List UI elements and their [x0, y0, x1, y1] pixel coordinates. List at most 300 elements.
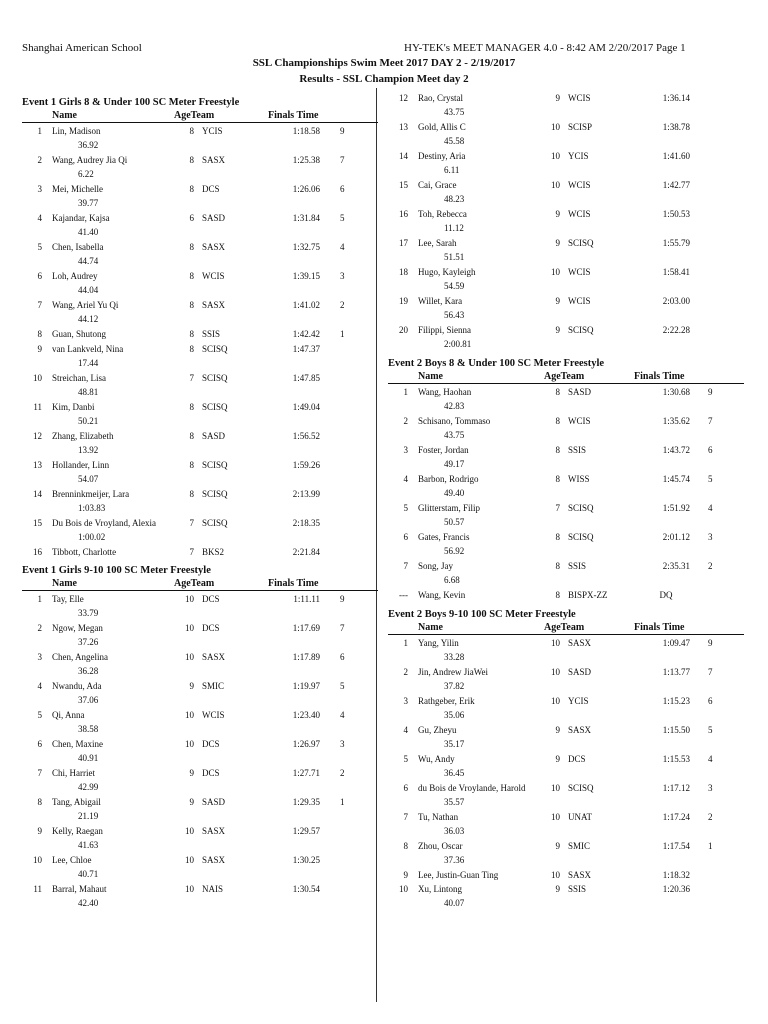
result-place: 7 — [403, 561, 408, 571]
finals-time: 1:15.50 — [662, 724, 690, 735]
swimmer-age: 8 — [189, 242, 194, 252]
swimmer-age: 10 — [551, 180, 560, 190]
team-code: SASX — [568, 869, 592, 880]
swimmer-age: 9 — [555, 93, 560, 103]
result-row — [388, 587, 744, 602]
team-code: SCISQ — [202, 517, 228, 528]
swimmer-age: 10 — [185, 623, 194, 633]
result-row — [22, 239, 378, 268]
team-code: DCS — [568, 753, 586, 764]
split-time: 36.45 — [444, 767, 465, 778]
result-place: 14 — [33, 488, 42, 499]
split-time: 37.36 — [444, 854, 465, 865]
swimmer-name: Cai, Grace — [418, 180, 457, 190]
result-row — [22, 620, 378, 649]
points: 7 — [340, 623, 345, 633]
result-place: 7 — [37, 300, 42, 310]
team-code: YCIS — [202, 126, 223, 136]
swimmer-name: Loh, Audrey — [52, 271, 98, 281]
finals-time: 1:32.75 — [292, 242, 320, 252]
finals-time: 1:43.72 — [662, 445, 690, 455]
finals-time: 2:21.84 — [292, 546, 320, 557]
swimmer-name: Kajandar, Kajsa — [52, 213, 110, 223]
result-row — [388, 838, 744, 867]
result-row — [388, 751, 744, 780]
swimmer-name: Glitterstam, Filip — [418, 503, 480, 513]
result-place: 1 — [37, 126, 42, 136]
col-name-header: Name — [418, 371, 443, 382]
points: 4 — [340, 710, 345, 720]
swimmer-name: Chen, Maxine — [52, 739, 103, 749]
result-row — [388, 500, 744, 529]
event-results — [388, 635, 744, 911]
result-place: 9 — [37, 826, 42, 836]
result-row — [22, 794, 378, 823]
swimmer-age: 10 — [551, 122, 560, 132]
finals-time: 1:20.36 — [662, 884, 690, 894]
team-code: BKS2 — [202, 546, 225, 557]
result-place: 14 — [399, 151, 408, 161]
result-row — [22, 852, 378, 881]
team-code: SASX — [568, 724, 592, 735]
split-time: 45.58 — [444, 136, 465, 146]
points: 7 — [708, 416, 713, 426]
event-title: Event 2 Boys 9-10 100 SC Meter Freestyle — [388, 608, 576, 620]
points: 9 — [340, 126, 345, 136]
swimmer-age: 7 — [189, 517, 194, 528]
finals-time: 1:58.41 — [662, 267, 690, 277]
swimmer-age: 10 — [551, 695, 560, 706]
col-ageteam-header: AgeTeam — [544, 621, 585, 633]
points: 1 — [340, 329, 345, 339]
split-time: 36.92 — [78, 140, 99, 150]
result-place: 6 — [37, 271, 42, 281]
swimmer-age: 8 — [189, 430, 194, 441]
result-place: 6 — [403, 532, 408, 542]
swimmer-name: Streichan, Lisa — [52, 372, 106, 383]
split-time: 44.12 — [78, 314, 99, 324]
finals-time: 1:59.26 — [292, 459, 320, 470]
event-title: Event 1 Girls 8 & Under 100 SC Meter Freestyle — [22, 97, 240, 108]
team-code: SSIS — [568, 445, 587, 455]
result-place: 11 — [33, 884, 42, 894]
swimmer-name: Tibbott, Charlotte — [52, 546, 117, 557]
split-time: 35.57 — [444, 796, 465, 807]
result-place: 5 — [37, 242, 42, 252]
col-time-header: Finals Time — [634, 621, 685, 633]
result-row — [22, 591, 378, 620]
swimmer-name: Wang, Ariel Yu Qi — [52, 300, 119, 310]
meet-title: SSL Championships Swim Meet 2017 DAY 2 - 2/19/2017 — [252, 57, 516, 69]
points: 5 — [340, 681, 345, 691]
result-place: 2 — [37, 155, 42, 165]
swimmer-name: Barral, Mahaut — [52, 884, 107, 894]
split-time: 6.68 — [444, 575, 460, 585]
split-time: 37.26 — [78, 637, 99, 647]
split-time: 2:00.81 — [444, 339, 472, 349]
swimmer-name: Mei, Michelle — [52, 184, 103, 194]
result-place: 4 — [37, 681, 42, 691]
swimmer-name: Yang, Yilin — [418, 637, 459, 648]
swimmer-name: Toh, Rebecca — [418, 209, 467, 219]
team-code: SCISQ — [202, 401, 228, 412]
result-place: 5 — [37, 710, 42, 720]
team-code: SASX — [202, 652, 226, 662]
finals-time: 1:15.23 — [662, 695, 690, 706]
result-row — [22, 515, 378, 544]
points: 3 — [708, 532, 713, 542]
swimmer-name: Tang, Abigail — [52, 797, 101, 807]
result-row — [388, 529, 744, 558]
points: 4 — [340, 242, 345, 252]
finals-time: 1:09.47 — [662, 637, 690, 648]
team-code: SSIS — [202, 329, 221, 339]
points: 1 — [708, 840, 713, 851]
split-time: 6.22 — [78, 169, 94, 179]
result-place: 20 — [399, 325, 408, 335]
team-code: SCISP — [568, 122, 593, 132]
result-row — [388, 635, 744, 664]
result-place: 2 — [403, 416, 408, 426]
swimmer-age: 10 — [551, 782, 560, 793]
split-time: 33.28 — [444, 651, 465, 662]
col-ageteam-header: AgeTeam — [174, 110, 215, 121]
event-results — [22, 591, 378, 910]
result-place: --- — [399, 590, 408, 600]
split-time: 39.77 — [78, 198, 99, 208]
points: 2 — [340, 768, 345, 778]
points: 3 — [340, 271, 345, 281]
swimmer-name: Tay, Elle — [52, 594, 84, 604]
swimmer-name: Barbon, Rodrigo — [418, 474, 479, 484]
result-place: 11 — [33, 401, 42, 412]
finals-time: 1:42.77 — [662, 180, 690, 190]
swimmer-age: 8 — [189, 300, 194, 310]
swimmer-name: Ngow, Megan — [52, 623, 103, 633]
finals-time: 1:39.15 — [292, 271, 320, 281]
points: 9 — [708, 637, 713, 648]
team-code: WCIS — [568, 180, 591, 190]
team-code: BISPX-ZZ — [568, 590, 608, 600]
finals-time: 1:18.58 — [292, 126, 320, 136]
swimmer-age: 8 — [555, 561, 560, 571]
result-row — [388, 881, 744, 910]
swimmer-name: Kim, Danbi — [52, 401, 95, 412]
swimmer-age: 10 — [551, 811, 560, 822]
result-row — [22, 707, 378, 736]
split-time: 43.75 — [444, 107, 465, 117]
finals-time: 2:35.31 — [662, 561, 690, 571]
swimmer-age: 10 — [185, 826, 194, 836]
team-code: WCIS — [202, 710, 225, 720]
swimmer-name: Song, Jay — [418, 561, 454, 571]
swimmer-name: Wang, Kevin — [418, 590, 466, 600]
swimmer-age: 8 — [189, 271, 194, 281]
result-place: 5 — [403, 503, 408, 513]
finals-time: 2:01.12 — [662, 532, 690, 542]
swimmer-age: 9 — [555, 238, 560, 248]
split-time: 56.43 — [444, 310, 465, 320]
split-time: 41.40 — [78, 227, 99, 237]
finals-time: 1:45.74 — [662, 474, 690, 484]
swimmer-age: 7 — [555, 503, 560, 513]
swimmer-name: Filippi, Sienna — [418, 325, 472, 335]
team-code: SCISQ — [568, 503, 594, 513]
swimmer-name: Rathgeber, Erik — [418, 695, 475, 706]
result-place: 4 — [37, 213, 42, 223]
result-place: 8 — [37, 797, 42, 807]
team-code: YCIS — [568, 151, 589, 161]
result-place: 15 — [33, 517, 42, 528]
result-row — [22, 341, 378, 370]
event-title: Event 1 Girls 9-10 100 SC Meter Freestyle — [22, 565, 211, 576]
result-row — [388, 780, 744, 809]
result-row — [388, 722, 744, 751]
team-code: SCISQ — [568, 325, 594, 335]
finals-time: 1:41.60 — [662, 151, 690, 161]
finals-time: 1:11.11 — [293, 594, 320, 604]
result-place: 3 — [37, 652, 42, 662]
swimmer-age: 6 — [189, 213, 194, 223]
result-row — [388, 442, 744, 471]
result-row — [388, 322, 744, 351]
finals-time: 1:47.37 — [292, 343, 320, 354]
finals-time: 1:50.53 — [662, 209, 690, 219]
team-code: WCIS — [202, 271, 225, 281]
result-place: 12 — [399, 93, 408, 103]
finals-time: 1:30.68 — [662, 387, 690, 397]
col-time-header: Finals Time — [268, 578, 319, 589]
split-time: 11.12 — [444, 223, 464, 233]
swimmer-name: Brenninkmeijer, Lara — [52, 488, 130, 499]
swimmer-name: Wang, Audrey Jia Qi — [52, 155, 128, 165]
team-code: SCISQ — [568, 532, 594, 542]
team-code: WCIS — [568, 209, 591, 219]
swimmer-name: Zhou, Oscar — [418, 840, 463, 851]
finals-time: 1:55.79 — [662, 238, 690, 248]
team-code: SASX — [568, 637, 592, 648]
finals-time: 1:29.35 — [292, 797, 320, 807]
split-time: 51.51 — [444, 252, 465, 262]
col-name-header: Name — [52, 110, 77, 121]
swimmer-age: 10 — [185, 855, 194, 865]
swimmer-name: Lin, Madison — [52, 126, 101, 136]
finals-time: 1:49.04 — [292, 401, 320, 412]
points: 6 — [340, 184, 345, 194]
swimmer-age: 10 — [185, 739, 194, 749]
team-code: SASD — [568, 387, 592, 397]
result-row — [22, 428, 378, 457]
points: 5 — [708, 724, 713, 735]
points: 4 — [708, 753, 713, 764]
swimmer-name: Gates, Francis — [418, 532, 470, 542]
finals-time: 1:13.77 — [662, 666, 690, 677]
finals-time: 1:35.62 — [662, 416, 690, 426]
swimmer-name: Destiny, Aria — [418, 151, 466, 161]
split-time: 41.63 — [78, 840, 99, 850]
result-place: 1 — [403, 637, 408, 648]
swimmer-name: Gu, Zheyu — [418, 724, 457, 735]
swimmer-age: 8 — [189, 343, 194, 354]
split-time: 44.74 — [78, 256, 99, 266]
swimmer-name: Nwandu, Ada — [52, 681, 102, 691]
swimmer-age: 8 — [189, 401, 194, 412]
result-place: 16 — [33, 546, 42, 557]
result-row — [22, 544, 378, 559]
finals-time: 1:26.06 — [292, 184, 320, 194]
swimmer-name: Chen, Angelina — [52, 652, 108, 662]
swimmer-age: 8 — [555, 532, 560, 542]
finals-time: 1:17.89 — [292, 652, 320, 662]
split-time: 36.03 — [444, 825, 465, 836]
result-place: 10 — [33, 372, 42, 383]
split-time: 54.07 — [78, 473, 99, 484]
split-time: 50.57 — [444, 517, 465, 527]
points: 3 — [340, 739, 345, 749]
points: 6 — [708, 695, 713, 706]
result-place: 12 — [33, 430, 42, 441]
swimmer-age: 9 — [189, 681, 194, 691]
swimmer-name: Qi, Anna — [52, 710, 85, 720]
result-row — [388, 558, 744, 587]
split-time: 35.17 — [444, 738, 465, 749]
team-code: SSIS — [568, 561, 587, 571]
split-time: 1:03.83 — [78, 502, 106, 513]
swimmer-name: Guan, Shutong — [52, 329, 106, 339]
result-row — [22, 123, 378, 152]
col-ageteam-header: AgeTeam — [174, 578, 215, 589]
result-place: 15 — [399, 180, 408, 190]
col-name-header: Name — [418, 621, 443, 633]
swimmer-name: Zhang, Elizabeth — [52, 430, 114, 441]
swimmer-age: 10 — [551, 637, 560, 648]
swimmer-age: 8 — [189, 184, 194, 194]
swimmer-age: 9 — [189, 797, 194, 807]
results-title: Results - SSL Champion Meet day 2 — [299, 73, 469, 85]
result-place: 9 — [37, 343, 42, 354]
finals-time: 1:27.71 — [292, 768, 320, 778]
team-code: DCS — [202, 594, 220, 604]
team-code: SASX — [202, 300, 226, 310]
result-row — [22, 297, 378, 326]
result-row — [22, 268, 378, 297]
result-row — [388, 809, 744, 838]
team-code: WISS — [568, 474, 590, 484]
points: 9 — [340, 594, 345, 604]
swimmer-age: 10 — [551, 151, 560, 161]
team-code: NAIS — [202, 884, 224, 894]
split-time: 44.04 — [78, 285, 99, 295]
col-time-header: Finals Time — [634, 371, 685, 382]
finals-time: 1:47.85 — [292, 372, 320, 383]
swimmer-age: 8 — [189, 329, 194, 339]
split-time: 37.06 — [78, 695, 99, 705]
column-header — [22, 110, 378, 123]
finals-time: 1:17.54 — [662, 840, 690, 851]
right-column — [388, 90, 744, 910]
result-place: 4 — [403, 474, 408, 484]
finals-time: 1:25.38 — [292, 155, 320, 165]
result-place: 5 — [403, 753, 408, 764]
result-row — [388, 206, 744, 235]
team-code: WCIS — [568, 416, 591, 426]
team-code: DCS — [202, 768, 220, 778]
result-place: 6 — [37, 739, 42, 749]
result-row — [388, 90, 744, 119]
finals-time: DQ — [659, 590, 673, 600]
points: 2 — [340, 300, 345, 310]
team-code: SASX — [202, 242, 226, 252]
result-row — [22, 152, 378, 181]
split-time: 40.91 — [78, 753, 99, 763]
team-code: SASD — [202, 430, 226, 441]
finals-time: 1:19.97 — [292, 681, 320, 691]
result-place: 13 — [33, 459, 42, 470]
result-row — [388, 235, 744, 264]
finals-time: 1:18.32 — [662, 869, 690, 880]
col-time-header: Finals Time — [268, 110, 319, 121]
points: 7 — [708, 666, 713, 677]
team-code: SCISQ — [568, 238, 594, 248]
result-row — [388, 471, 744, 500]
team-code: SCISQ — [202, 372, 228, 383]
swimmer-age: 9 — [189, 768, 194, 778]
swimmer-name: Chen, Isabella — [52, 242, 104, 252]
finals-time: 1:30.54 — [292, 884, 320, 894]
event-title: Event 2 Boys 8 & Under 100 SC Meter Freestyle — [388, 358, 605, 369]
split-time: 40.71 — [78, 869, 99, 879]
team-code: YCIS — [568, 695, 589, 706]
team-code: SASD — [202, 797, 226, 807]
swimmer-age: 9 — [555, 753, 560, 764]
left-column — [22, 96, 378, 910]
swimmer-name: Schisano, Tommaso — [418, 416, 491, 426]
swimmer-name: Wu, Andy — [418, 753, 455, 764]
split-time: 36.28 — [78, 666, 99, 676]
team-code: SCISQ — [568, 782, 594, 793]
swimmer-name: Xu, Lintong — [418, 884, 462, 894]
finals-time: 1:51.92 — [662, 503, 690, 513]
team-code: SASX — [202, 155, 226, 165]
team-code: SCISQ — [202, 459, 228, 470]
event-results — [22, 123, 378, 558]
finals-time: 2:18.35 — [292, 517, 320, 528]
finals-time: 1:23.40 — [292, 710, 320, 720]
points: 5 — [340, 213, 345, 223]
result-place: 18 — [399, 267, 408, 277]
swimmer-age: 7 — [189, 546, 194, 557]
team-code: SASD — [568, 666, 592, 677]
split-time: 42.99 — [78, 782, 99, 792]
swimmer-name: Chi, Harriet — [52, 768, 95, 778]
swimmer-age: 8 — [555, 590, 560, 600]
split-time: 37.82 — [444, 680, 465, 691]
swimmer-name: Tu, Nathan — [418, 811, 459, 822]
swimmer-age: 8 — [189, 459, 194, 470]
result-row — [22, 399, 378, 428]
result-row — [22, 370, 378, 399]
points: 7 — [340, 155, 345, 165]
split-time: 38.58 — [78, 724, 99, 734]
swimmer-name: Foster, Jordan — [418, 445, 469, 455]
team-code: WCIS — [568, 296, 591, 306]
swimmer-name: Lee, Chloe — [52, 855, 92, 865]
result-row — [22, 326, 378, 341]
swimmer-age: 9 — [555, 296, 560, 306]
result-row — [388, 264, 744, 293]
swimmer-age: 8 — [555, 416, 560, 426]
points: 5 — [708, 474, 713, 484]
